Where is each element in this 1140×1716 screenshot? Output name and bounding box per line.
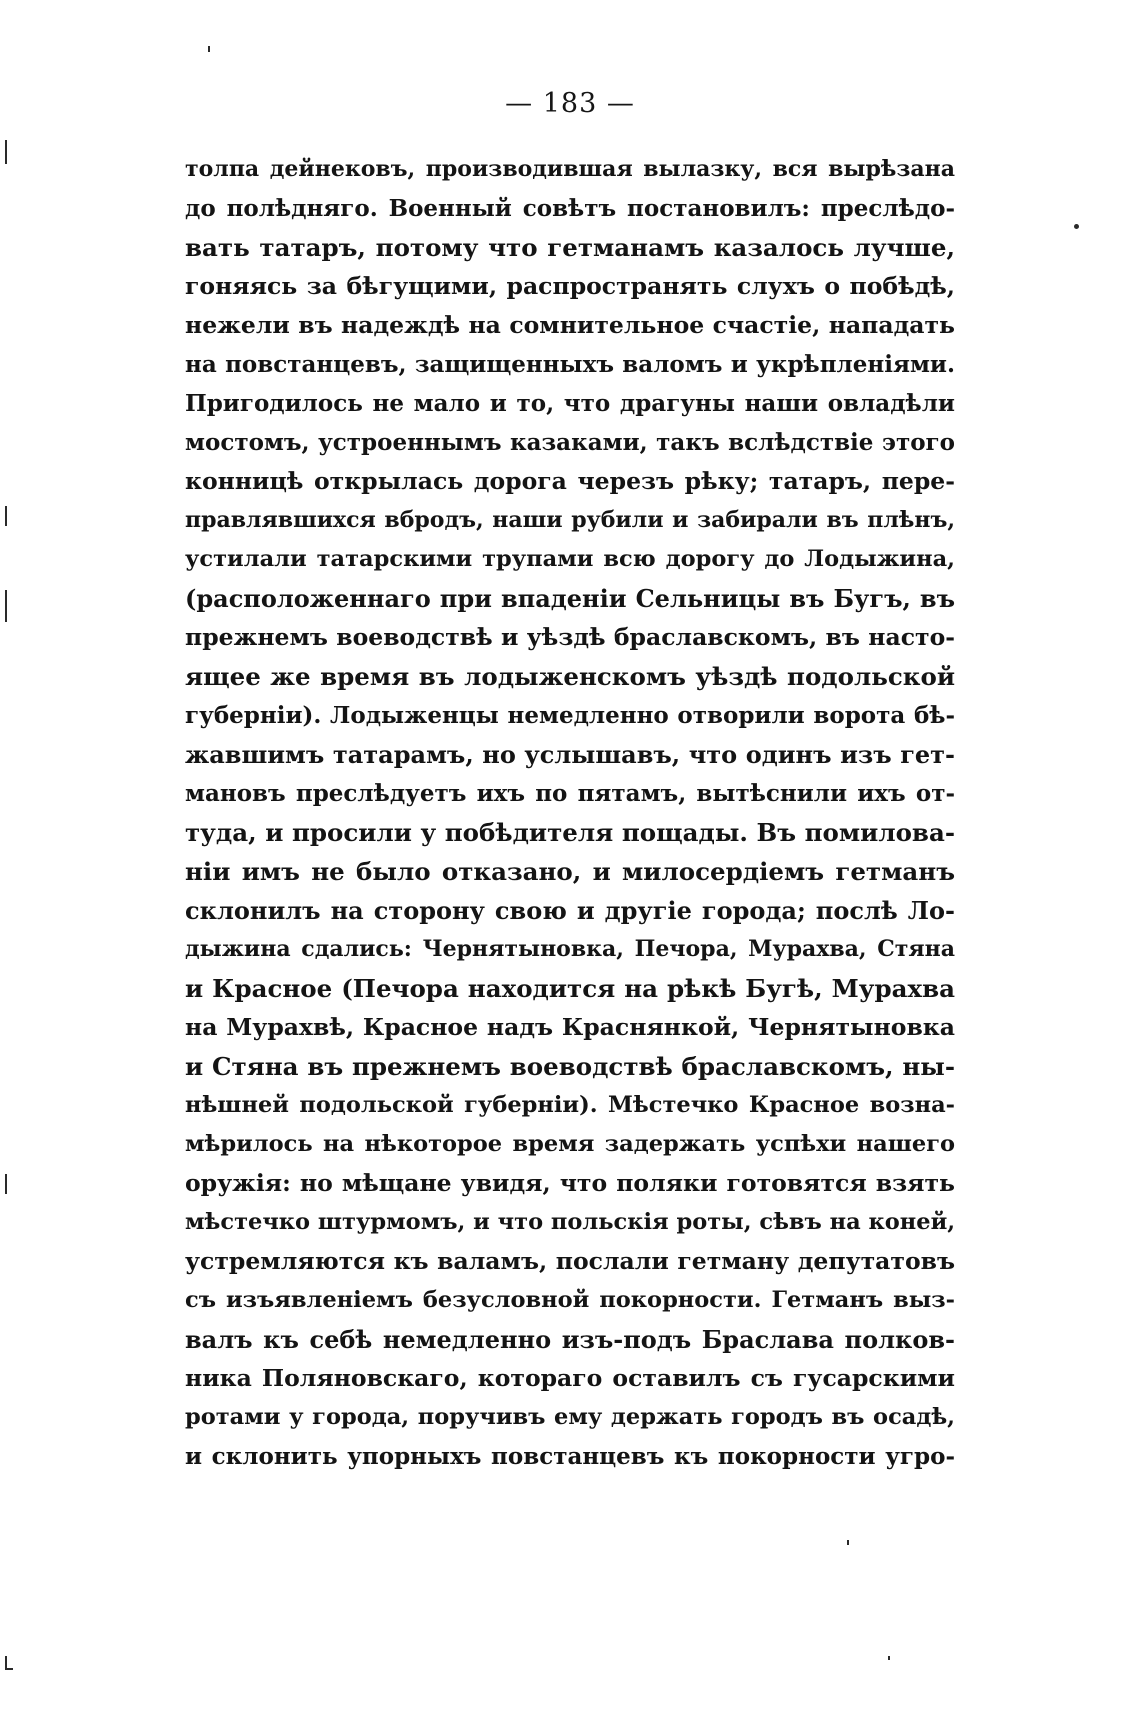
text-line: съ изъявленіемъ безусловной покорности. Гетманъ выз-: [185, 1287, 955, 1313]
text-line: на повстанцевъ, защищенныхъ валомъ и укрѣпленіями.: [185, 351, 955, 378]
text-line: ника Поляновскаго, котораго оставилъ съ гусарскими: [185, 1364, 955, 1392]
text-line: туда, и просили у побѣдителя пощады. Въ помилова-: [185, 818, 955, 847]
text-line: прежнемъ воеводствѣ и уѣздѣ браславскомъ, въ насто-: [185, 623, 955, 651]
text-line: до полѣдняго. Военный совѣтъ постановилъ: преслѣдо-: [185, 195, 955, 222]
text-line: мостомъ, устроеннымъ казаками, такъ вслѣдствіе этого: [185, 429, 955, 456]
scan-speck: [847, 1540, 849, 1545]
scan-speck: [888, 1656, 890, 1660]
text-line: Пригодилось не мало и то, что драгуны наши овладѣли: [185, 390, 955, 417]
text-line: губерніи). Лодыженцы немедленно отворили ворота бѣ-: [185, 702, 955, 729]
scan-speck: [5, 140, 7, 164]
text-line: валъ къ себѣ немедленно изъ-подъ Браслава полков-: [185, 1325, 955, 1354]
text-line: ніи имъ не было отказано, и милосердіемъ гетманъ: [185, 857, 955, 886]
text-line: дыжина сдались: Чернятыновка, Печора, Мурахва, Стяна: [185, 936, 955, 962]
text-line: конницѣ открылась дорога черезъ рѣку; татаръ, пере-: [185, 467, 955, 495]
scan-speck: [208, 46, 210, 52]
text-line: ротами у города, поручивъ ему держать городъ въ осадѣ,: [185, 1404, 955, 1430]
text-line: мѣстечко штурмомъ, и что польскія роты, сѣвъ на коней,: [185, 1209, 956, 1235]
text-line: склонилъ на сторону свою и другіе города; послѣ Ло-: [185, 896, 955, 925]
text-line: нѣшней подольской губерніи). Мѣстечко Красное возна-: [185, 1092, 955, 1118]
scan-speck: [5, 1668, 13, 1670]
text-line: и склонить упорныхъ повстанцевъ къ покорности угро-: [185, 1443, 955, 1470]
text-line: и Красное (Печора находится на рѣкѣ Бугѣ, Мурахва: [185, 974, 955, 1003]
text-line: вать татаръ, потому что гетманамъ казалось лучше,: [185, 233, 955, 262]
text-line: ящее же время въ лодыженскомъ уѣздѣ подольской: [185, 662, 955, 691]
scan-speck: [5, 506, 7, 526]
text-line: мановъ преслѣдуетъ ихъ по пятамъ, вытѣснили ихъ от-: [185, 780, 955, 807]
text-line: правлявшихся вбродъ, наши рубили и забирали въ плѣнъ,: [185, 507, 955, 533]
text-line: устилали татарскими трупами всю дорогу до Лодыжина,: [185, 546, 955, 572]
text-line: и Стяна въ прежнемъ воеводствѣ браславскомъ, ны-: [185, 1052, 955, 1081]
scan-speck: [5, 1174, 7, 1194]
text-line: мѣрилось на нѣкоторое время задержать успѣхи нашего: [185, 1131, 955, 1157]
text-line: (расположеннаго при впаденіи Сельницы въ Бугъ, въ: [185, 584, 955, 613]
scan-speck: [1074, 224, 1079, 229]
text-line: на Мурахвѣ, Красное надъ Краснянкой, Чернятыновка: [185, 1013, 955, 1041]
text-line: устремляются къ валамъ, послали гетману депутатовъ: [185, 1247, 955, 1275]
scan-speck: [5, 590, 7, 622]
text-line: толпа дейнековъ, производившая вылазку, вся вырѣзана: [185, 156, 955, 182]
text-line: нежели въ надеждѣ на сомнительное счастіе, нападать: [185, 311, 955, 339]
page-number: — 183 —: [505, 88, 635, 119]
body-text: [185, 150, 955, 1476]
text-line: оружія: но мѣщане увидя, что поляки готовятся взять: [185, 1169, 955, 1197]
text-line: гоняясь за бѣгущими, распространять слухъ о побѣдѣ,: [185, 272, 955, 300]
text-line: жавшимъ татарамъ, но услышавъ, что одинъ изъ гет-: [185, 740, 955, 769]
